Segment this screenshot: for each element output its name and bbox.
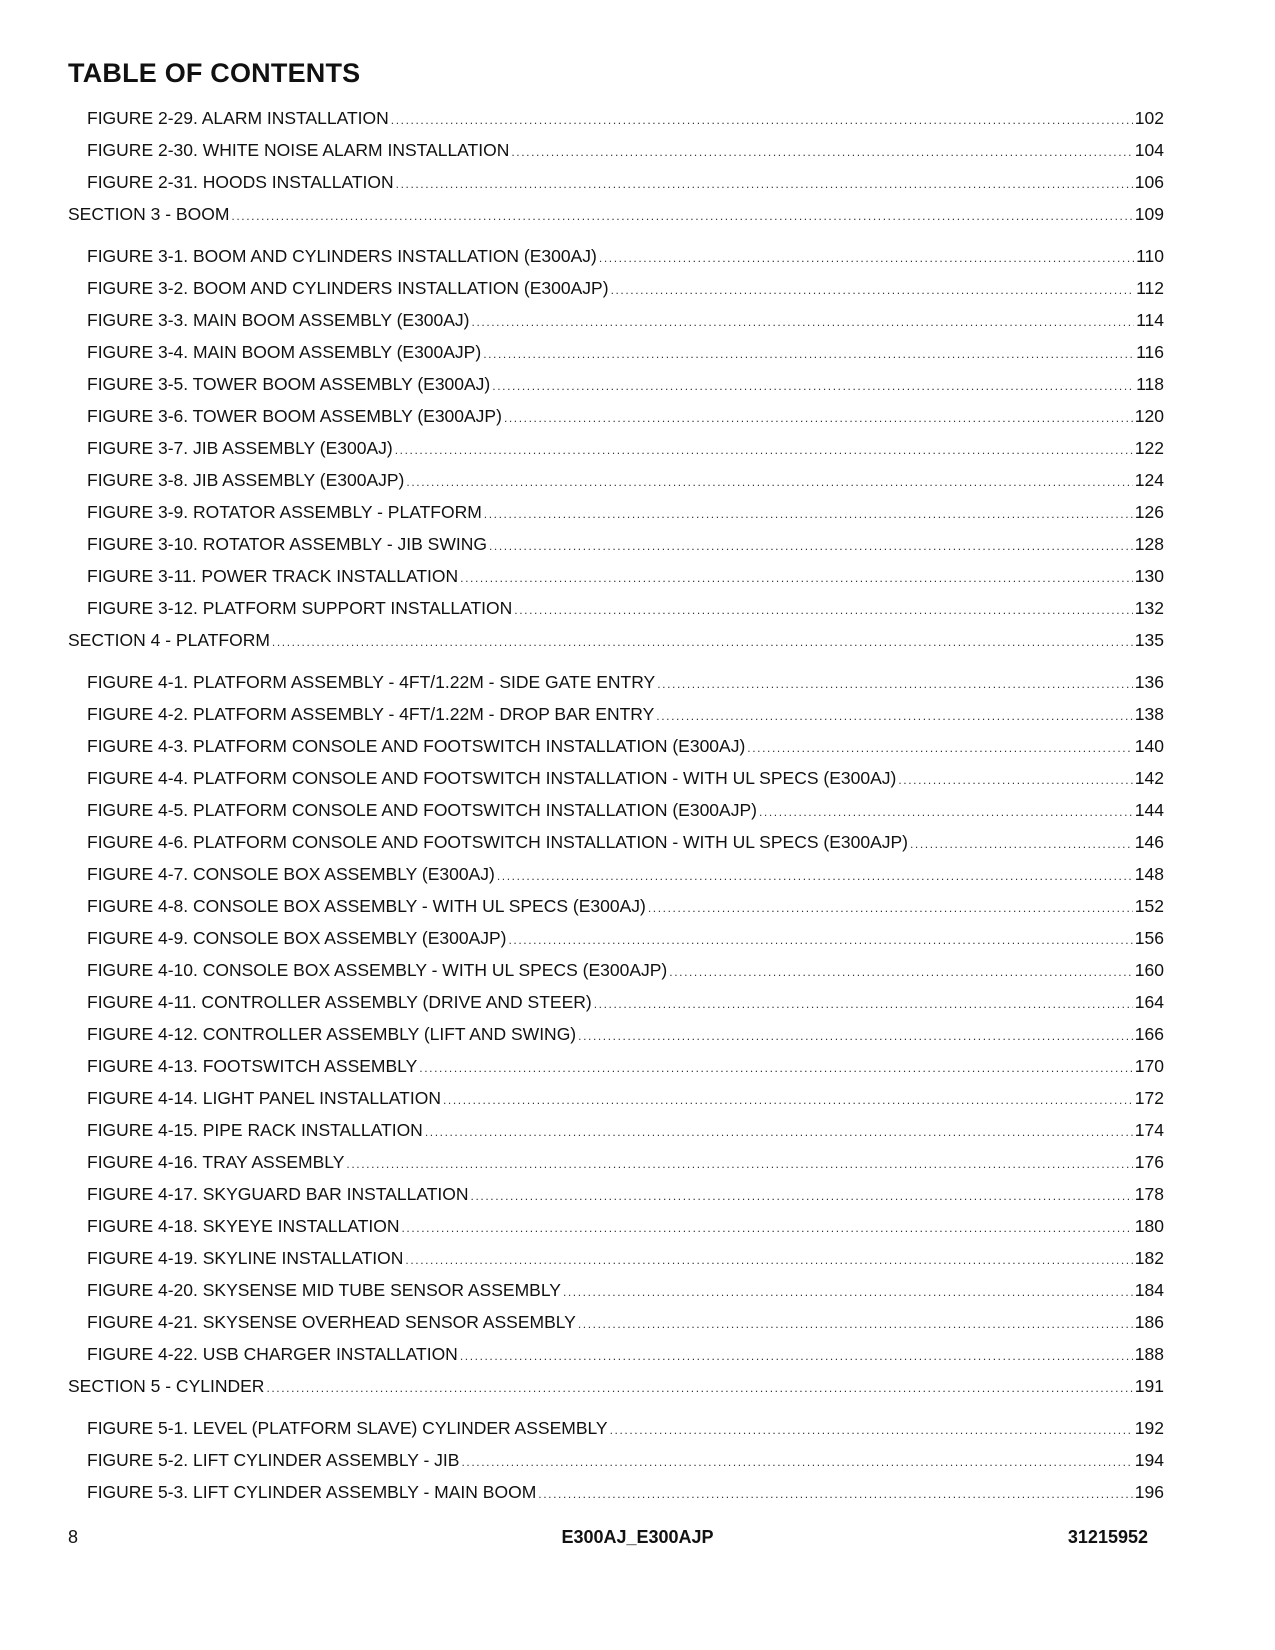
toc-entry-label: FIGURE 4-9. CONSOLE BOX ASSEMBLY (E300AJP) (87, 928, 507, 948)
toc-dot-leader (461, 1452, 1132, 1472)
toc-dot-leader (898, 770, 1132, 790)
toc-entry-page-number: 170 (1134, 1056, 1164, 1076)
toc-entry-label: FIGURE 3-10. ROTATOR ASSEMBLY - JIB SWING (87, 534, 487, 554)
toc-entry-label: FIGURE 4-18. SKYEYE INSTALLATION (87, 1216, 400, 1236)
toc-figure-entry[interactable] (68, 1280, 1164, 1300)
toc-figure-entry[interactable] (68, 246, 1164, 266)
toc-entry-page-number: 180 (1134, 1216, 1164, 1236)
toc-entry-label: FIGURE 2-29. ALARM INSTALLATION (87, 108, 389, 128)
toc-entry-label: FIGURE 3-2. BOOM AND CYLINDERS INSTALLATION (E300AJP) (87, 278, 609, 298)
toc-dot-leader (483, 344, 1134, 364)
toc-entry-label: FIGURE 4-22. USB CHARGER INSTALLATION (87, 1344, 458, 1364)
toc-figure-entry[interactable] (68, 960, 1164, 980)
toc-entry-page-number: 140 (1134, 736, 1164, 756)
toc-entry-label: FIGURE 5-3. LIFT CYLINDER ASSEMBLY - MAIN BOOM (87, 1482, 537, 1502)
toc-entry-page-number: 138 (1134, 704, 1164, 724)
toc-entry-label: FIGURE 4-1. PLATFORM ASSEMBLY - 4FT/1.22M - SIDE GATE ENTRY (87, 672, 656, 692)
toc-figure-entry[interactable] (68, 108, 1164, 128)
toc-figure-entry[interactable] (68, 438, 1164, 458)
toc-dot-leader (443, 1090, 1133, 1110)
toc-entry-label: FIGURE 4-16. TRAY ASSEMBLY (87, 1152, 345, 1172)
toc-dot-leader (402, 1218, 1133, 1238)
toc-entry-label: FIGURE 4-8. CONSOLE BOX ASSEMBLY - WITH UL SPECS (E300AJ) (87, 896, 646, 916)
toc-dot-leader (489, 536, 1133, 556)
toc-entry-label: FIGURE 4-20. SKYSENSE MID TUBE SENSOR ASSEMBLY (87, 1280, 561, 1300)
toc-dot-leader (648, 898, 1133, 918)
toc-entry-label: FIGURE 3-4. MAIN BOOM ASSEMBLY (E300AJP) (87, 342, 482, 362)
toc-entry-label: FIGURE 4-2. PLATFORM ASSEMBLY - 4FT/1.22M - DROP BAR ENTRY (87, 704, 655, 724)
toc-entry-page-number: 106 (1134, 172, 1164, 192)
toc-dot-leader (578, 1314, 1133, 1334)
toc-entry-page-number: 112 (1136, 278, 1164, 298)
toc-entry-label: FIGURE 3-5. TOWER BOOM ASSEMBLY (E300AJ) (87, 374, 491, 394)
page-title: TABLE OF CONTENTS (68, 58, 361, 88)
toc-entry-label: FIGURE 4-7. CONSOLE BOX ASSEMBLY (E300AJ) (87, 864, 495, 884)
toc-entry-page-number: 174 (1134, 1120, 1164, 1140)
toc-dot-leader (396, 174, 1133, 194)
toc-entry-label: FIGURE 3-3. MAIN BOOM ASSEMBLY (E300AJ) (87, 310, 470, 330)
toc-entry-page-number: 120 (1134, 406, 1164, 426)
toc-entry-label: FIGURE 4-6. PLATFORM CONSOLE AND FOOTSWITCH INSTALLATION - WITH UL SPECS (E300AJP) (87, 832, 908, 852)
toc-figure-entry[interactable] (68, 1312, 1164, 1332)
toc-entry-label: SECTION 5 - CYLINDER (68, 1376, 265, 1396)
toc-entry-page-number: 114 (1136, 310, 1164, 330)
toc-entry-label: FIGURE 4-13. FOOTSWITCH ASSEMBLY (87, 1056, 418, 1076)
toc-dot-leader (594, 994, 1133, 1014)
toc-figure-entry[interactable] (68, 832, 1164, 852)
toc-dot-leader (669, 962, 1133, 982)
toc-dot-leader (425, 1122, 1133, 1142)
toc-dot-leader (747, 738, 1133, 758)
toc-entry-page-number: 184 (1134, 1280, 1164, 1300)
toc-entry-label: FIGURE 3-6. TOWER BOOM ASSEMBLY (E300AJP) (87, 406, 502, 426)
toc-figure-entry[interactable] (68, 1482, 1164, 1502)
toc-entry-page-number: 130 (1134, 566, 1164, 586)
toc-entry-label: FIGURE 4-21. SKYSENSE OVERHEAD SENSOR ASSEMBLY (87, 1312, 576, 1332)
toc-entry-page-number: 124 (1134, 470, 1164, 490)
toc-figure-entry[interactable] (68, 566, 1164, 586)
toc-dot-leader (405, 1250, 1132, 1270)
toc-figure-entry[interactable] (68, 1088, 1164, 1108)
toc-figure-entry[interactable] (68, 704, 1164, 724)
toc-entry-label: SECTION 3 - BOOM (68, 204, 230, 224)
toc-section-entry[interactable] (68, 204, 1164, 224)
toc-entry-page-number: 110 (1136, 246, 1164, 266)
toc-dot-leader (231, 206, 1132, 226)
toc-entry-page-number: 178 (1134, 1184, 1164, 1204)
toc-dot-leader (657, 674, 1133, 694)
toc-entry-label: FIGURE 4-12. CONTROLLER ASSEMBLY (LIFT AND SWING) (87, 1024, 577, 1044)
toc-entry-page-number: 128 (1134, 534, 1164, 554)
toc-entry-page-number: 160 (1134, 960, 1164, 980)
footer-model-name: E300AJ_E300AJP (561, 1527, 714, 1547)
toc-entry-label: FIGURE 3-1. BOOM AND CYLINDERS INSTALLATION (E300AJ) (87, 246, 597, 266)
toc-entry-page-number: 122 (1134, 438, 1164, 458)
toc-entry-label: FIGURE 2-31. HOODS INSTALLATION (87, 172, 394, 192)
toc-figure-entry[interactable] (68, 1024, 1164, 1044)
toc-entry-page-number: 176 (1134, 1152, 1164, 1172)
toc-entry-label: FIGURE 4-14. LIGHT PANEL INSTALLATION (87, 1088, 441, 1108)
toc-entry-label: FIGURE 2-30. WHITE NOISE ALARM INSTALLATION (87, 140, 510, 160)
toc-entry-label: FIGURE 3-11. POWER TRACK INSTALLATION (87, 566, 459, 586)
toc-entry-page-number: 109 (1134, 204, 1164, 224)
toc-dot-leader (599, 248, 1134, 268)
toc-dot-leader (395, 440, 1133, 460)
toc-dot-leader (538, 1484, 1133, 1504)
toc-figure-entry[interactable] (68, 896, 1164, 916)
toc-entry-label: FIGURE 4-10. CONSOLE BOX ASSEMBLY - WITH UL SPECS (E300AJP) (87, 960, 668, 980)
toc-entry-label: FIGURE 5-1. LEVEL (PLATFORM SLAVE) CYLINDER ASSEMBLY (87, 1418, 608, 1438)
toc-section-entry[interactable] (68, 630, 1164, 650)
toc-entry-label: FIGURE 4-17. SKYGUARD BAR INSTALLATION (87, 1184, 469, 1204)
toc-entry-page-number: 196 (1134, 1482, 1164, 1502)
toc-figure-entry[interactable] (68, 1184, 1164, 1204)
toc-entry-page-number: 144 (1134, 800, 1164, 820)
toc-entry-page-number: 166 (1134, 1024, 1164, 1044)
toc-entry-page-number: 142 (1134, 768, 1164, 788)
toc-entry-label: FIGURE 3-7. JIB ASSEMBLY (E300AJ) (87, 438, 393, 458)
toc-dot-leader (610, 1420, 1133, 1440)
toc-entry-label: FIGURE 5-2. LIFT CYLINDER ASSEMBLY - JIB (87, 1450, 460, 1470)
toc-entry-label: SECTION 4 - PLATFORM (68, 630, 270, 650)
toc-entry-page-number: 146 (1134, 832, 1164, 852)
toc-figure-entry[interactable] (68, 928, 1164, 948)
toc-figure-entry[interactable] (68, 598, 1164, 618)
toc-dot-leader (460, 568, 1133, 588)
toc-figure-entry[interactable] (68, 172, 1164, 192)
toc-figure-entry[interactable] (68, 406, 1164, 426)
toc-dot-leader (504, 408, 1133, 428)
toc-entry-page-number: 126 (1134, 502, 1164, 522)
toc-figure-entry[interactable] (68, 1248, 1164, 1268)
toc-entry-page-number: 148 (1134, 864, 1164, 884)
toc-dot-leader (563, 1282, 1133, 1302)
toc-entry-page-number: 191 (1134, 1376, 1164, 1396)
toc-entry-label: FIGURE 4-4. PLATFORM CONSOLE AND FOOTSWITCH INSTALLATION - WITH UL SPECS (E300AJ) (87, 768, 897, 788)
toc-figure-entry[interactable] (68, 992, 1164, 1012)
footer-page-number: 8 (68, 1527, 79, 1547)
toc-dot-leader (492, 376, 1134, 396)
toc-figure-entry[interactable] (68, 278, 1164, 298)
toc-entry-label: FIGURE 4-5. PLATFORM CONSOLE AND FOOTSWITCH INSTALLATION (E300AJP) (87, 800, 757, 820)
toc-dot-leader (497, 866, 1133, 886)
toc-entry-page-number: 102 (1134, 108, 1164, 128)
toc-entry-label: FIGURE 3-9. ROTATOR ASSEMBLY - PLATFORM (87, 502, 482, 522)
toc-figure-entry[interactable] (68, 140, 1164, 160)
toc-dot-leader (266, 1378, 1132, 1398)
toc-entry-page-number: 192 (1134, 1418, 1164, 1438)
toc-entry-page-number: 194 (1134, 1450, 1164, 1470)
footer-document-number: 31215952 (1067, 1527, 1148, 1547)
toc-entry-page-number: 132 (1134, 598, 1164, 618)
toc-dot-leader (391, 110, 1133, 130)
toc-figure-entry[interactable] (68, 1056, 1164, 1076)
toc-dot-leader (272, 632, 1133, 652)
toc-dot-leader (472, 312, 1135, 332)
toc-dot-leader (471, 1186, 1133, 1206)
toc-figure-entry[interactable] (68, 800, 1164, 820)
toc-figure-entry[interactable] (68, 1216, 1164, 1236)
toc-entry-label: FIGURE 3-8. JIB ASSEMBLY (E300AJP) (87, 470, 405, 490)
toc-entry-label: FIGURE 4-11. CONTROLLER ASSEMBLY (DRIVE AND STEER) (87, 992, 592, 1012)
toc-entry-page-number: 152 (1134, 896, 1164, 916)
toc-figure-entry[interactable] (68, 1120, 1164, 1140)
toc-figure-entry[interactable] (68, 1450, 1164, 1470)
toc-dot-leader (611, 280, 1135, 300)
toc-entry-page-number: 182 (1134, 1248, 1164, 1268)
toc-figure-entry[interactable] (68, 672, 1164, 692)
toc-entry-page-number: 172 (1134, 1088, 1164, 1108)
toc-entry-page-number: 116 (1136, 342, 1164, 362)
toc-entry-label: FIGURE 3-12. PLATFORM SUPPORT INSTALLATION (87, 598, 513, 618)
toc-entry-page-number: 135 (1134, 630, 1164, 650)
toc-entry-page-number: 118 (1136, 374, 1164, 394)
toc-figure-entry[interactable] (68, 374, 1164, 394)
toc-dot-leader (484, 504, 1133, 524)
toc-entry-page-number: 188 (1134, 1344, 1164, 1364)
toc-entry-page-number: 164 (1134, 992, 1164, 1012)
toc-entry-label: FIGURE 4-3. PLATFORM CONSOLE AND FOOTSWITCH INSTALLATION (E300AJ) (87, 736, 746, 756)
toc-figure-entry[interactable] (68, 534, 1164, 554)
toc-figure-entry[interactable] (68, 1418, 1164, 1438)
toc-dot-leader (578, 1026, 1133, 1046)
toc-entry-page-number: 186 (1134, 1312, 1164, 1332)
toc-dot-leader (460, 1346, 1133, 1366)
toc-entry-page-number: 156 (1134, 928, 1164, 948)
toc-dot-leader (406, 472, 1132, 492)
toc-dot-leader (759, 802, 1133, 822)
toc-figure-entry[interactable] (68, 864, 1164, 884)
toc-figure-entry[interactable] (68, 1152, 1164, 1172)
toc-figure-entry[interactable] (68, 502, 1164, 522)
toc-entry-label: FIGURE 4-19. SKYLINE INSTALLATION (87, 1248, 404, 1268)
toc-section-entry[interactable] (68, 1376, 1164, 1396)
toc-entry-label: FIGURE 4-15. PIPE RACK INSTALLATION (87, 1120, 423, 1140)
toc-dot-leader (514, 600, 1133, 620)
toc-dot-leader (346, 1154, 1132, 1174)
toc-dot-leader (419, 1058, 1133, 1078)
toc-dot-leader (910, 834, 1133, 854)
toc-figure-entry[interactable] (68, 768, 1164, 788)
toc-figure-entry[interactable] (68, 736, 1164, 756)
toc-dot-leader (511, 142, 1132, 162)
toc-figure-entry[interactable] (68, 342, 1164, 362)
toc-dot-leader (509, 930, 1133, 950)
toc-figure-entry[interactable] (68, 1344, 1164, 1364)
table-of-contents (68, 108, 1164, 1514)
toc-figure-entry[interactable] (68, 470, 1164, 490)
toc-dot-leader (656, 706, 1133, 726)
toc-figure-entry[interactable] (68, 310, 1164, 330)
toc-entry-page-number: 136 (1134, 672, 1164, 692)
toc-entry-page-number: 104 (1134, 140, 1164, 160)
